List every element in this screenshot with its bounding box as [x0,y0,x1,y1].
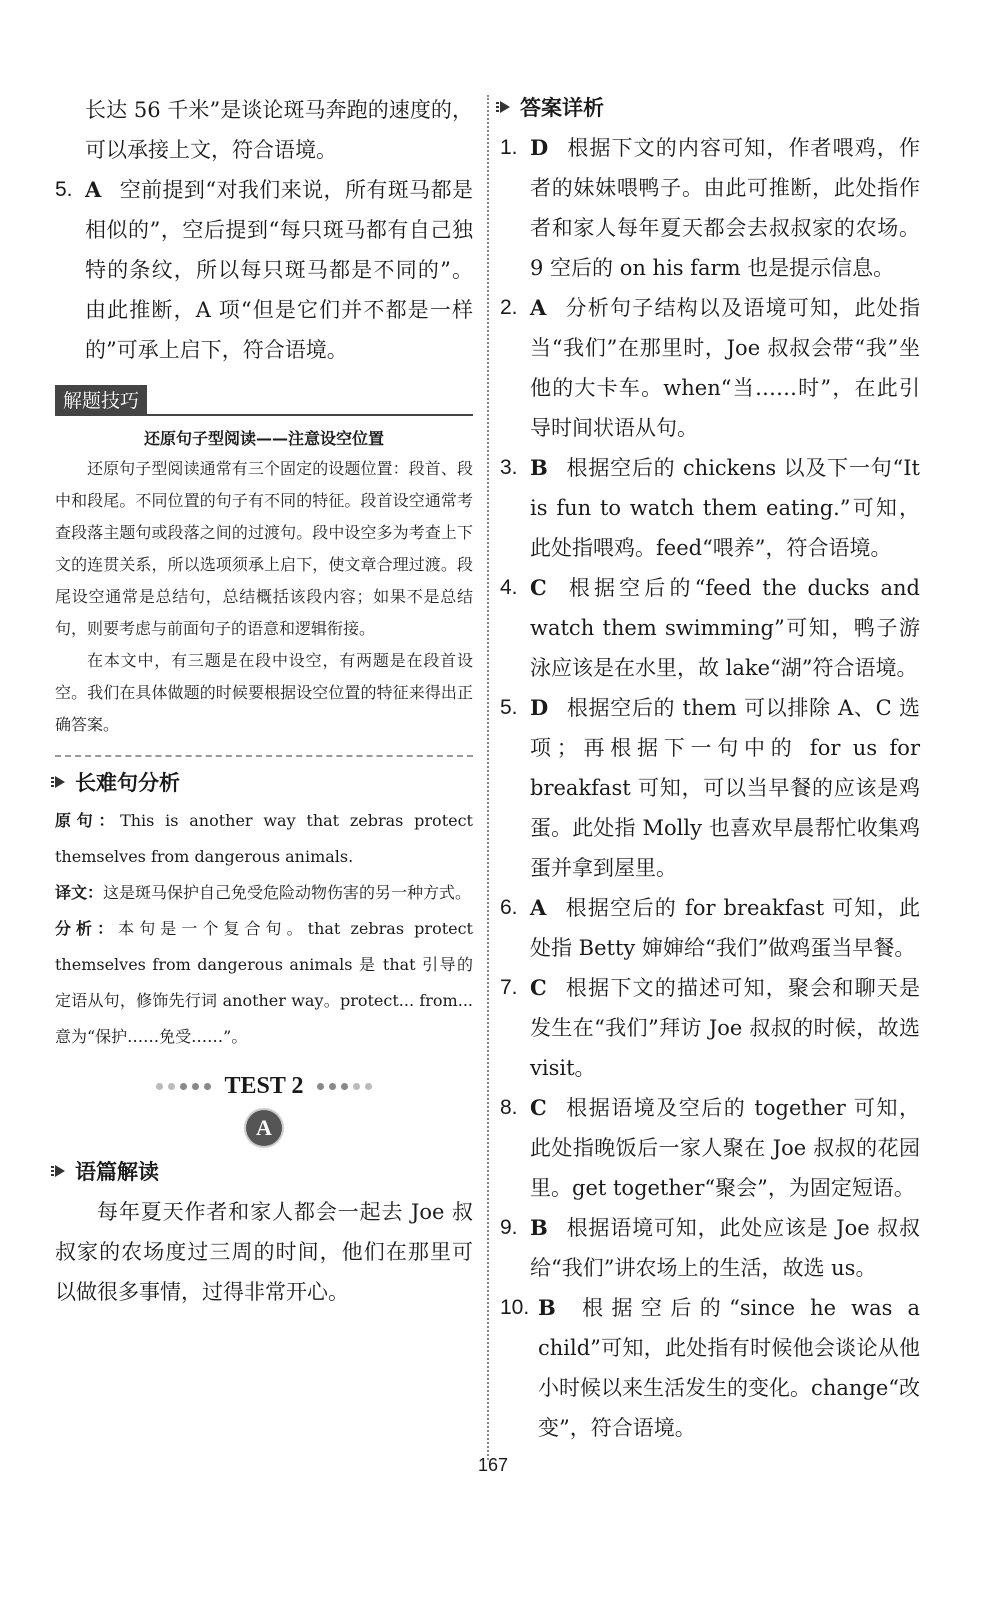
column-divider [487,95,489,1460]
explanation: 根据空后的 chickens 以及下一句“It is fun to watch them eating.”可知，此处指喂鸡。feed“喂养”，符合语境。 [530,456,920,560]
answer-letter: B [530,1215,548,1240]
tips-label: 解题技巧 [55,385,147,414]
section-divider [55,755,473,757]
original-sentence: 原句：This is another way that zebras protect themselves from dangerous animals. [55,811,473,866]
answer-letter: A [530,295,547,320]
item-number: 5. [500,696,518,719]
arrow-icon [55,776,65,788]
item-number: 5. [55,178,73,201]
answer-letter: A [85,177,102,202]
answer-item-6 [500,888,920,968]
answer-letter: C [530,1095,547,1120]
tips-header [55,384,473,416]
explanation: 根据下文的内容可知，作者喂鸡，作者的妹妹喂鸭子。由此可推断，此处指作者和家人每年夏天都会去叔叔家的农场。9 空后的 on his farm 也是提示信息。 [530,136,920,280]
answer-item-3 [500,448,920,568]
item-number: 7. [500,976,518,999]
left-column [55,90,473,1312]
explanation: 空前提到“对我们来说，所有斑马都是相似的”，空后提到“每只斑马都有自己独特的条纹，所以每只斑马都是不同的”。由此推断，A 项“但是它们并不都是一样的”可承上启下，符合语境。 [85,178,473,362]
answer-letter: D [530,135,549,160]
page-number: 167 [478,1455,509,1475]
explanation: 根据语境及空后的 together 可知，此处指晚饭后一家人聚在 Joe 叔叔的花园里。get together“聚会”，为固定短语。 [530,1096,920,1200]
answer-item-9 [500,1208,920,1288]
explanation: 根据空后的“feed the ducks and watch them swimming”可知，鸭子游泳应该是在水里，故 lake“湖”符合语境。 [530,576,920,680]
explanation: 分析句子结构以及语境可知，此处指当“我们”在那里时，Joe 叔叔会带“我”坐他的大卡车。when“当……时”，在此引导时间状语从句。 [530,296,920,440]
answer-letter: A [530,895,547,920]
answer-item-5 [500,688,920,888]
arrow-icon [500,101,510,113]
explanation: 根据空后的 for breakfast 可知，此处指 Betty 婶婶给“我们”做鸡蛋当早餐。 [530,896,920,960]
item-number: 2. [500,296,518,319]
right-column [500,90,920,1448]
answer-item-2 [500,288,920,448]
long-sentence-heading: 长难句分析 [55,767,473,797]
dots-decoration-left [156,1083,211,1090]
test-heading [55,1073,473,1100]
answer-letter: C [530,975,547,1000]
item-number: 6. [500,896,518,919]
reading-heading: 语篇解读 [55,1156,473,1186]
answers-heading: 答案详析 [500,92,920,122]
reading-summary: 每年夏天作者和家人都会一起去 Joe 叔叔家的农场度过三周的时间，他们在那里可以做很多事情，过得非常开心。 [55,1200,473,1304]
item-number: 8. [500,1096,518,1119]
translation: 译文：这是斑马保护自己免受危险动物伤害的另一种方式。 [55,883,472,902]
answer-list [500,128,920,1448]
explanation: 根据空后的 them 可以排除 A、C 选项；再根据下一句中的 for us for breakfast 可知，可以当早餐的应该是鸡蛋。此处指 Molly 也喜欢早晨帮忙收集鸡蛋并拿到屋里。 [530,696,920,880]
tips-paragraph-1: 还原句子型阅读通常有三个固定的设题位置：段首、段中和段尾。不同位置的句子有不同的特征。段首设空通常考查段落主题句或段落之间的过渡句。段中设空多为考查上下文的连贯关系，所以选项须承上启下，使文章合理过渡。段尾设空通常是总结句，总结概括该段内容；如果不是总结句，则要考虑与前面句子的语意和逻辑衔接。 [55,459,473,638]
arrow-icon [55,1165,65,1177]
explanation: 根据下文的描述可知，聚会和聊天是发生在“我们”拜访 Joe 叔叔的时候，故选 visit。 [530,976,920,1080]
tips-paragraph-2: 在本文中，有三题是在段中设空，有两题是在段首设空。我们在具体做题的时候要根据设空位置的特征来得出正确答案。 [55,651,473,734]
answer-item-1 [500,128,920,288]
item-4-continuation: 长达 56 千米”是谈论斑马奔跑的速度的，可以承接上文，符合语境。 [85,98,473,162]
item-number: 4. [500,576,518,599]
answer-letter: B [530,455,548,480]
answer-letter: D [530,695,549,720]
explanation: 根据空后的“since he was a child”可知，此处指有时候他会谈论从他小时候以来生活发生的变化。change“改变”，符合语境。 [538,1296,920,1440]
item-number: 3. [500,456,518,479]
answer-item-4 [500,568,920,688]
dots-decoration-right [317,1083,372,1090]
item-number: 9. [500,1216,518,1239]
answer-item-5 [55,170,473,370]
section-badge: A [246,1110,282,1146]
item-number: 10. [500,1296,530,1319]
item-number: 1. [500,136,518,159]
answer-item-10 [500,1288,920,1448]
answer-item-8 [500,1088,920,1208]
explanation: 根据语境可知，此处应该是 Joe 叔叔给“我们”讲农场上的生活，故选 us。 [530,1216,920,1280]
tips-title: 还原句子型阅读——注意设空位置 [143,429,384,448]
sentence-analysis: 分析：本句是一个复合句。that zebras protect themselves from dangerous animals 是 that 引导的定语从句，修饰先行词 another way。protect... from... 意为“保护……免受……”。 [55,919,473,1046]
answer-letter: B [538,1295,556,1320]
answer-item-7 [500,968,920,1088]
answer-letter: C [530,575,547,600]
test-title: TEST 2 [224,1073,304,1099]
